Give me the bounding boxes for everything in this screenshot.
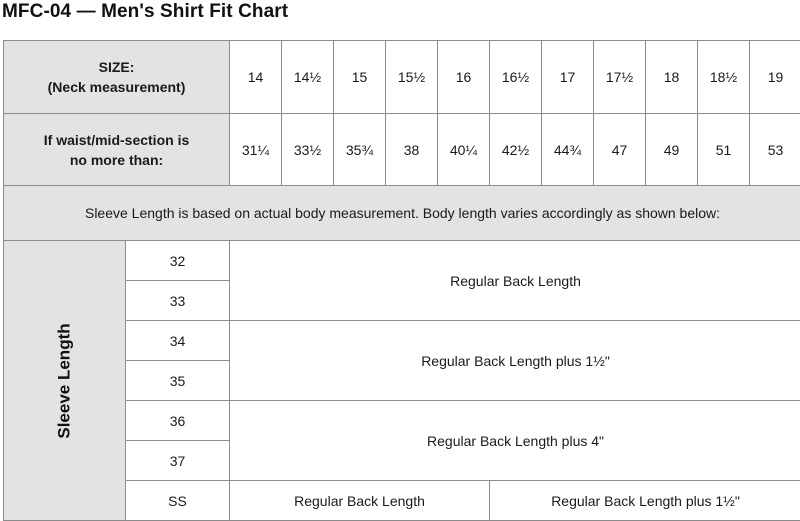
page-title: MFC-04 — Men's Shirt Fit Chart (2, 1, 289, 22)
size-cell: 19 (750, 41, 800, 114)
size-header-line2: (Neck measurement) (47, 79, 186, 95)
waist-cell: 31¼ (230, 114, 282, 186)
size-cell: 18½ (698, 41, 750, 114)
size-cell: 14½ (282, 41, 334, 114)
size-header-line1: SIZE: (98, 59, 135, 75)
sleeve-length-cell: SS (126, 481, 230, 521)
sleeve-length-header (4, 241, 126, 521)
note-row (4, 186, 800, 241)
sleeve-length-cell: 34 (126, 321, 230, 361)
waist-header-line2: no more than: (69, 151, 164, 168)
waist-cell: 47 (594, 114, 646, 186)
body-length-plus-1-5: Regular Back Length plus 1½" (230, 321, 800, 401)
sleeve-row-32 (4, 241, 800, 281)
size-cell: 15½ (386, 41, 438, 114)
waist-cell: 40¼ (438, 114, 490, 186)
sleeve-note: Sleeve Length is based on actual body measurement. Body length varies accordingly as shown below: (4, 186, 800, 241)
waist-cell: 53 (750, 114, 800, 186)
waist-cell: 44¾ (542, 114, 594, 186)
size-cell: 16 (438, 41, 490, 114)
size-cell: 16½ (490, 41, 542, 114)
sleeve-length-cell: 36 (126, 401, 230, 441)
sleeve-length-label: Sleeve Length (54, 322, 74, 439)
waist-cell: 51 (698, 114, 750, 186)
waist-header-line1: If waist/mid-section is (43, 131, 190, 148)
sleeve-length-cell: 35 (126, 361, 230, 401)
body-length-regular: Regular Back Length (230, 241, 800, 321)
waist-cell: 42½ (490, 114, 542, 186)
size-cell: 17½ (594, 41, 646, 114)
size-cell: 18 (646, 41, 698, 114)
ss-body-length-plus-1-5: Regular Back Length plus 1½" (490, 481, 800, 521)
size-cell: 14 (230, 41, 282, 114)
sleeve-length-cell: 32 (126, 241, 230, 281)
size-header (4, 41, 230, 114)
size-cell: 15 (334, 41, 386, 114)
waist-cell: 49 (646, 114, 698, 186)
waist-cell: 35¾ (334, 114, 386, 186)
size-row (4, 41, 800, 114)
body-length-plus-4: Regular Back Length plus 4" (230, 401, 800, 481)
waist-cell: 38 (386, 114, 438, 186)
waist-row (4, 114, 800, 186)
size-cell: 17 (542, 41, 594, 114)
sleeve-length-cell: 37 (126, 441, 230, 481)
waist-cell: 33½ (282, 114, 334, 186)
sleeve-length-cell: 33 (126, 281, 230, 321)
waist-header (4, 114, 230, 186)
ss-body-length-regular: Regular Back Length (230, 481, 490, 521)
shirt-fit-table (3, 40, 800, 521)
